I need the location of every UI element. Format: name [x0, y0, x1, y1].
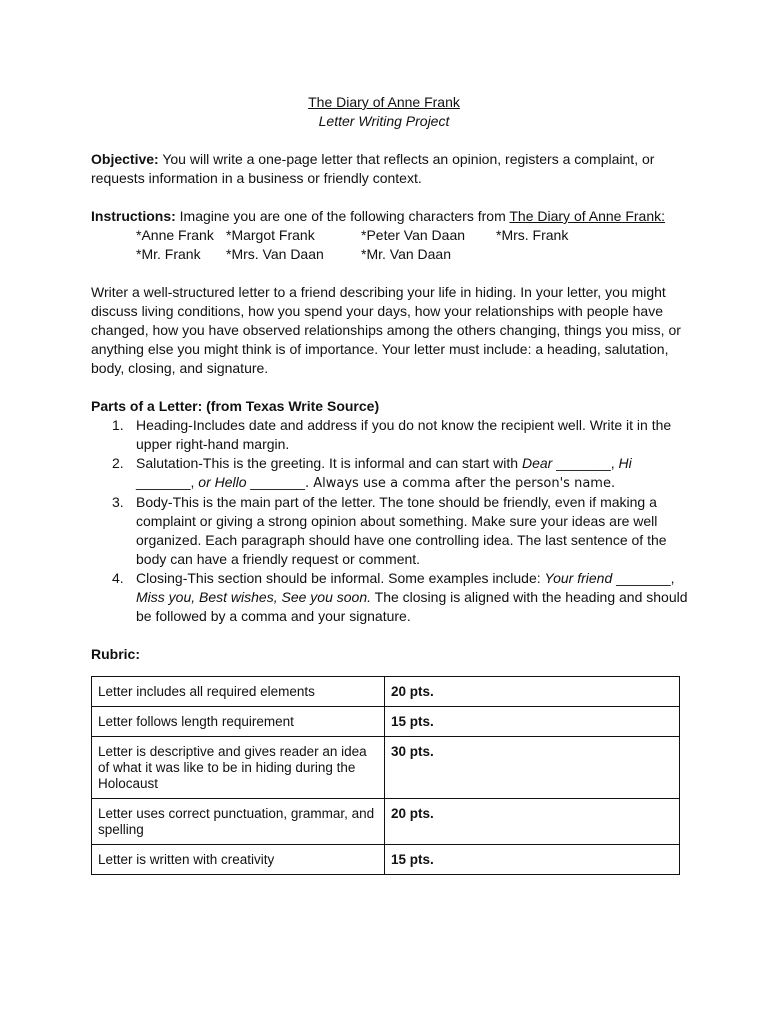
rubric-heading: Rubric:: [91, 646, 140, 662]
list-text-italic: Hi: [618, 455, 632, 471]
instructions-paragraph: [91, 207, 691, 226]
body-paragraph: Writer a well-structured letter to a friend describing your life in hiding. In your letter, you might discuss living conditions, how you spend your days, how your relationships with people have changed, how you have observed relationships among the others changing, things you miss, or anything else you might think is of importance. Your letter must include: a heading, salutation, body, closing, and signature.: [91, 284, 681, 376]
rubric-points: 15 pts.: [385, 845, 680, 875]
rubric-criterion: Letter includes all required elements: [92, 677, 385, 707]
character-item: *Mrs. Van Daan: [226, 246, 324, 262]
character-list: [136, 226, 691, 264]
character-item: *Margot Frank: [226, 227, 315, 243]
title-block: [91, 93, 677, 131]
instructions-text: Imagine you are one of the following characters from: [175, 208, 510, 224]
list-number: 2.: [112, 455, 124, 471]
character-item: *Mr. Van Daan: [361, 246, 452, 262]
parts-item-closing: [91, 569, 691, 626]
list-text-italic: or Hello: [198, 474, 247, 490]
objective-label: Objective:: [91, 151, 159, 167]
character-item: *Anne Frank: [136, 227, 214, 243]
list-text: Body-This is the main part of the letter. The tone should be friendly, even if making a complaint or giving a strong opinion about something. Make sure your ideas are well organized. Each paragraph should have one controlling idea. The last sentence of the body can have a friendly request or comment.: [136, 494, 667, 567]
parts-item-heading: [91, 416, 691, 454]
parts-item-salutation: [91, 454, 691, 493]
objective-text: You will write a one-page letter that reflects an opinion, registers a complaint, or requests information in a business or friendly context.: [91, 151, 655, 186]
table-row: [92, 845, 680, 875]
list-text: _______: [246, 474, 305, 490]
list-text: Closing-This section should be informal. Some examples include:: [136, 570, 545, 586]
list-number: 1.: [112, 417, 124, 433]
character-item: *Peter Van Daan: [361, 227, 466, 243]
list-text: _______,: [136, 474, 199, 490]
list-text: _______,: [612, 570, 675, 586]
rubric-criterion: Letter is written with creativity: [92, 845, 385, 875]
parts-item-body: [91, 493, 691, 569]
list-text: Salutation-This is the greeting. It is informal and can start with: [136, 455, 522, 471]
table-row: [92, 677, 680, 707]
objective-paragraph: [91, 150, 691, 188]
document-page: [91, 93, 691, 867]
list-text: _______,: [552, 455, 619, 471]
rubric-points: 15 pts.: [385, 707, 680, 737]
list-text-italic: Dear: [521, 455, 553, 471]
rubric-points: 20 pts.: [385, 799, 680, 845]
list-number: 3.: [112, 494, 124, 510]
document-subtitle: Letter Writing Project: [318, 113, 450, 129]
instructions-label: Instructions:: [91, 208, 176, 224]
list-text-italic: Miss you, Best wishes, See you soon.: [136, 589, 371, 605]
character-item: *Mr. Frank: [136, 246, 201, 262]
list-text-italic: Your friend: [544, 570, 613, 586]
table-row: [92, 799, 680, 845]
table-row: [92, 707, 680, 737]
rubric-criterion: Letter uses correct punctuation, grammar, and spelling: [92, 799, 385, 845]
parts-heading: Parts of a Letter: (from Texas Write Source): [91, 398, 380, 414]
rubric-points: 30 pts.: [385, 737, 680, 799]
document-title: The Diary of Anne Frank: [308, 94, 460, 110]
character-item: *Mrs. Frank: [496, 227, 569, 243]
rubric-criterion: Letter is descriptive and gives reader an idea of what it was like to be in hiding during the Holocaust: [92, 737, 385, 799]
list-text-tail: . Always use a comma after the person's name.: [304, 476, 616, 491]
list-text: Heading-Includes date and address if you do not know the recipient well. Write it in the upper right-hand margin.: [136, 417, 672, 452]
table-row: [92, 737, 680, 799]
list-number: 4.: [112, 570, 124, 586]
list-text: The closing is aligned with the heading and should be followed by a comma and your signature.: [136, 589, 688, 624]
rubric-points: 20 pts.: [385, 677, 680, 707]
rubric-criterion: Letter follows length requirement: [92, 707, 385, 737]
parts-list: [91, 416, 691, 626]
book-title: The Diary of Anne Frank:: [509, 208, 666, 224]
rubric-table: [91, 676, 680, 875]
